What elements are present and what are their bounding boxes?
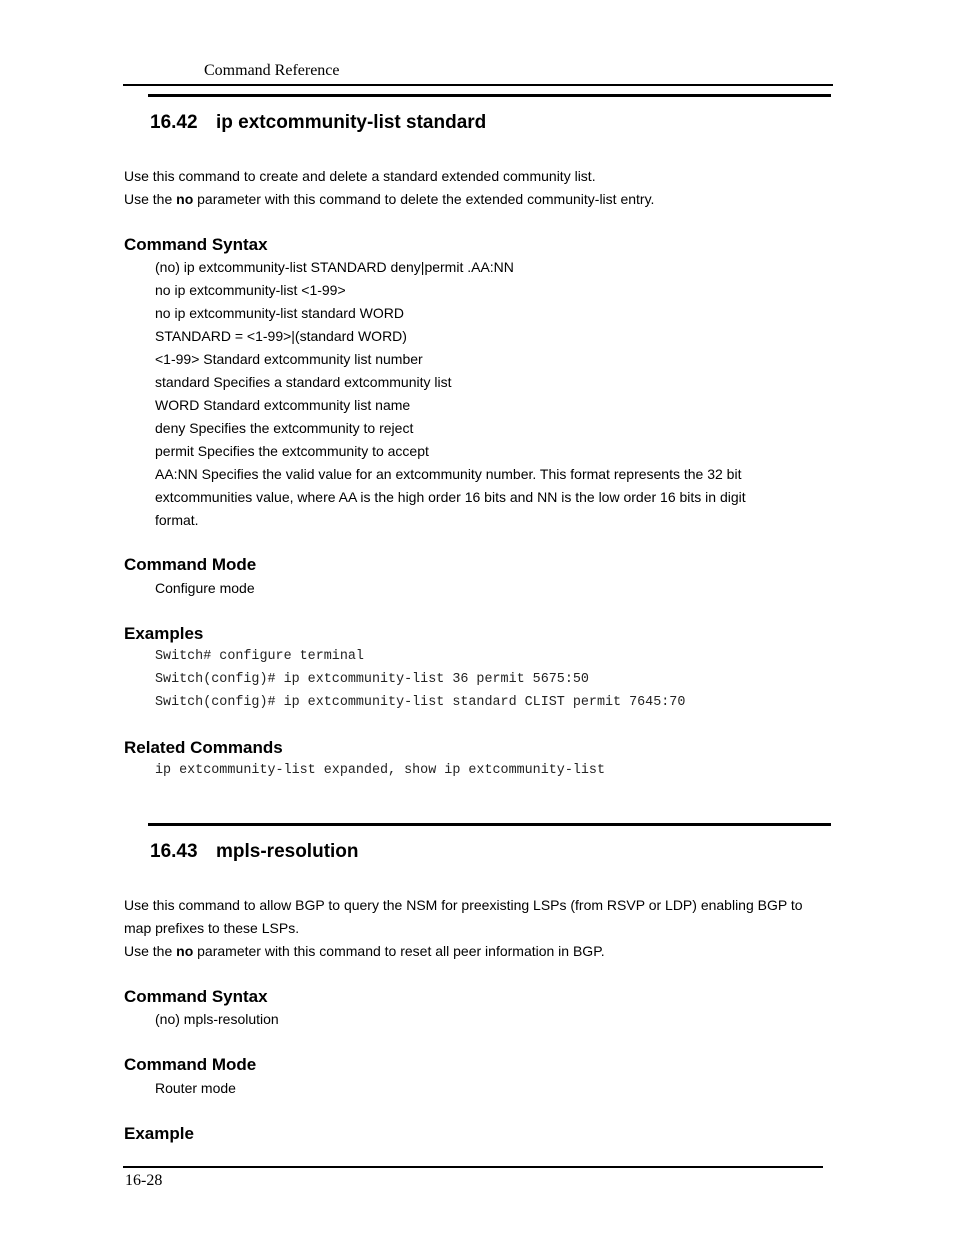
- intro-line: Use this command to create and delete a standard extended community list.: [124, 168, 596, 184]
- running-header: Command Reference: [204, 62, 340, 79]
- page-number: 16-28: [125, 1172, 163, 1189]
- code-line: Switch(config)# ip extcommunity-list standard CLIST permit 7645:70: [155, 695, 686, 710]
- intro-line: map prefixes to these LSPs.: [124, 920, 300, 936]
- syntax-line: format.: [155, 512, 199, 528]
- syntax-line: <1-99> Standard extcommunity list number: [155, 351, 423, 367]
- syntax-line: deny Specifies the extcommunity to reject: [155, 420, 414, 436]
- code-line: Switch(config)# ip extcommunity-list 36 permit 5675:50: [155, 672, 589, 687]
- header-rule: [123, 84, 833, 86]
- code-line: Switch# configure terminal: [155, 649, 364, 664]
- syntax-line: AA:NN Specifies the valid value for an extcommunity number. This format represents the 32 bit: [155, 466, 742, 482]
- section-intro: [124, 894, 836, 963]
- command-syntax-text: (no) mpls-resolution: [155, 1011, 279, 1027]
- section-rule: [148, 94, 831, 97]
- section-title-text: ip extcommunity-list standard: [216, 112, 487, 133]
- command-mode-heading: Command Mode: [124, 555, 257, 574]
- intro-text: parameter with this command to reset all peer information in BGP.: [193, 943, 605, 959]
- syntax-line: no ip extcommunity-list standard WORD: [155, 305, 404, 321]
- command-syntax-block: [155, 256, 835, 532]
- section-title: [150, 112, 486, 134]
- section-title-text: mpls-resolution: [216, 841, 359, 862]
- intro-text: Use the: [124, 191, 177, 207]
- command-syntax-heading: Command Syntax: [124, 987, 268, 1006]
- section-rule: [148, 823, 831, 826]
- intro-text: parameter with this command to delete the extended community-list entry.: [193, 191, 655, 207]
- section-title: [150, 841, 359, 863]
- examples-code-block: [155, 645, 685, 714]
- command-mode-text: Configure mode: [155, 580, 255, 596]
- related-commands-heading: Related Commands: [124, 738, 283, 757]
- syntax-line: standard Specifies a standard extcommunity list: [155, 374, 452, 390]
- keyword-no: no: [176, 191, 194, 207]
- intro-line: [124, 940, 836, 963]
- section-number: 16.42: [150, 112, 198, 133]
- command-mode-heading: Command Mode: [124, 1055, 257, 1074]
- syntax-line: permit Specifies the extcommunity to accept: [155, 443, 429, 459]
- intro-text: Use the: [124, 943, 177, 959]
- example-heading: Example: [124, 1124, 194, 1143]
- keyword-no: no: [176, 943, 194, 959]
- command-mode-text: Router mode: [155, 1080, 236, 1096]
- related-commands-text: ip extcommunity-list expanded, show ip extcommunity-list: [155, 763, 605, 778]
- syntax-line: WORD Standard extcommunity list name: [155, 397, 411, 413]
- intro-line: Use this command to allow BGP to query the NSM for preexisting LSPs (from RSVP or LDP) enabling BGP to: [124, 897, 803, 913]
- command-syntax-heading: Command Syntax: [124, 235, 268, 254]
- syntax-line: no ip extcommunity-list <1-99>: [155, 282, 346, 298]
- section-intro: [124, 165, 834, 211]
- examples-heading: Examples: [124, 624, 204, 643]
- section-number: 16.43: [150, 841, 198, 862]
- footer-rule: [123, 1166, 823, 1168]
- intro-line: [124, 188, 834, 211]
- syntax-line: STANDARD = <1-99>|(standard WORD): [155, 328, 407, 344]
- syntax-line: (no) ip extcommunity-list STANDARD deny|permit .AA:NN: [155, 259, 514, 275]
- syntax-line: extcommunities value, where AA is the high order 16 bits and NN is the low order 16 bits in digit: [155, 489, 746, 505]
